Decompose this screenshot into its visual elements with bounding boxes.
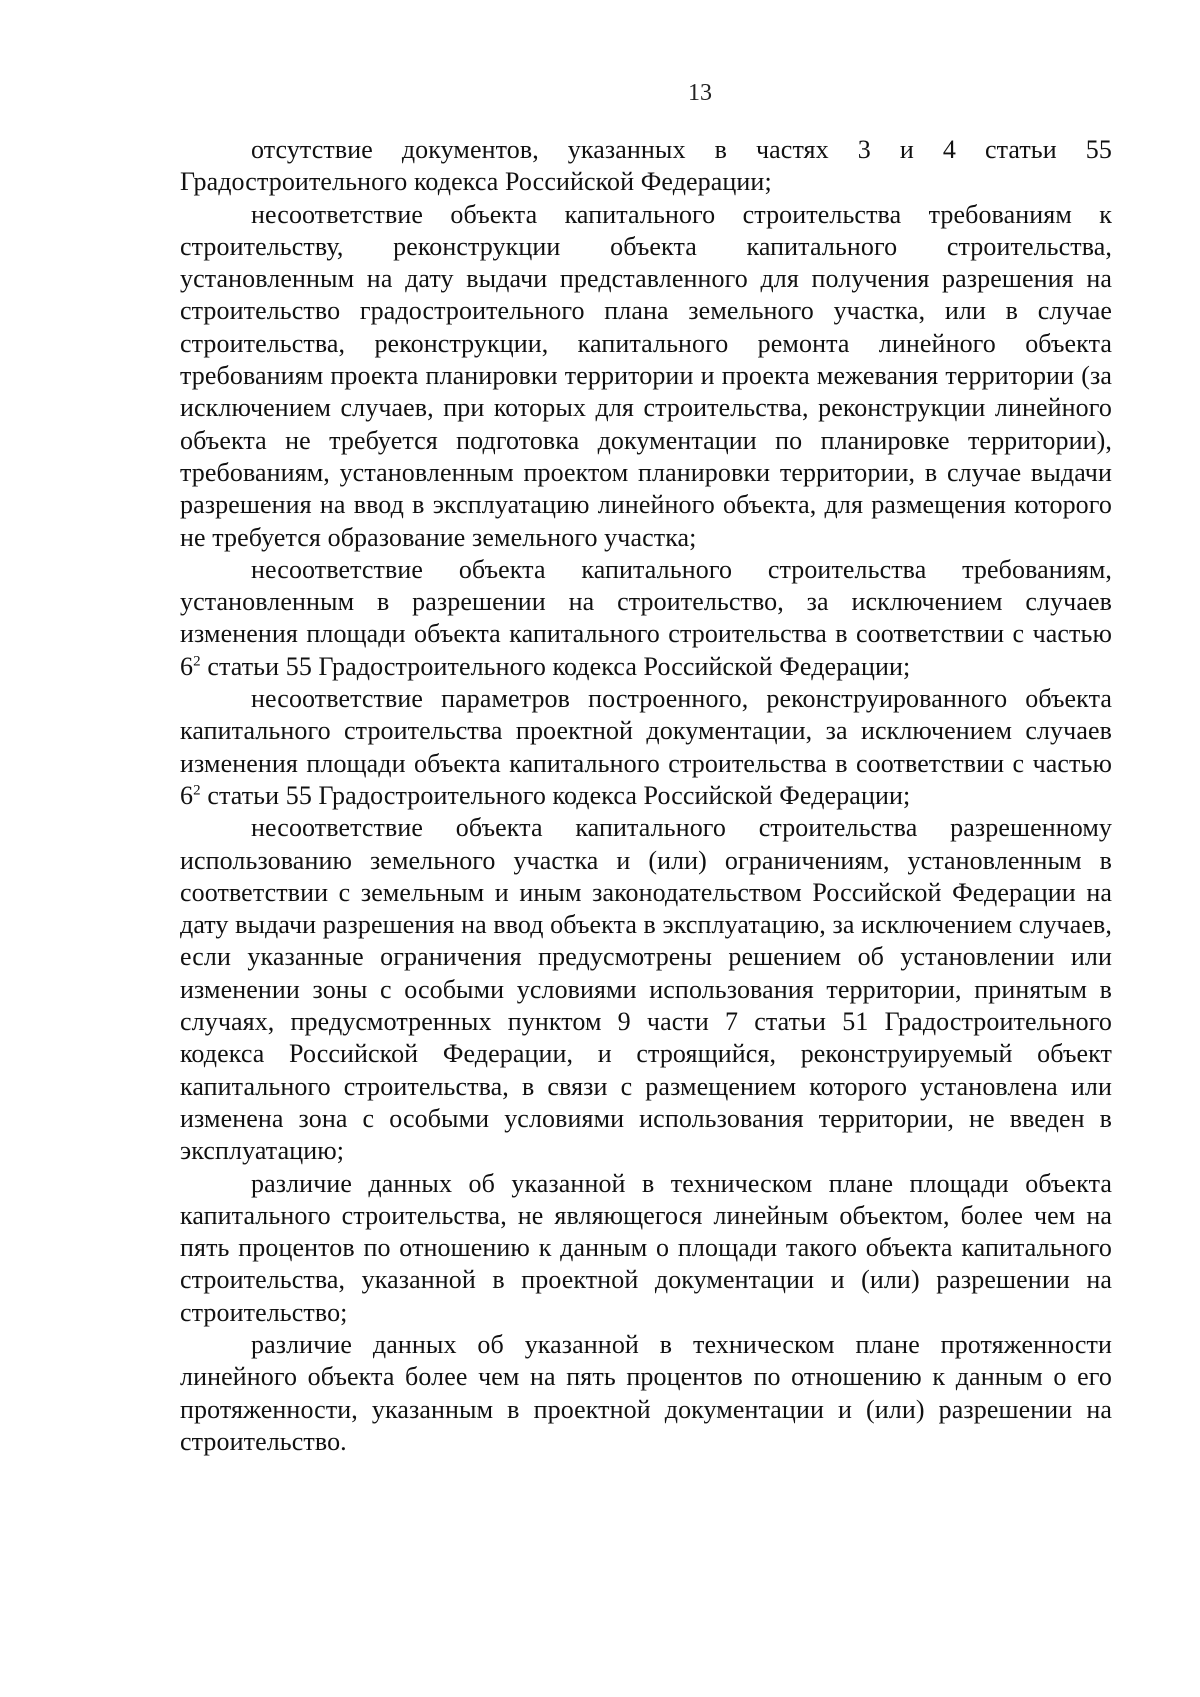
- superscript: 2: [193, 653, 201, 670]
- paragraph-length-difference: различие данных об указанной в техническом плане протяженности линейного объекта более чем на пять процентов по отношению к данным о его протяженности, указанным в проектной документации и (или) разрешении на строительство.: [180, 1329, 1112, 1456]
- paragraph-text: статьи 55 Градостроительного кодекса Российской Федерации;: [200, 651, 911, 681]
- superscript: 2: [193, 782, 201, 799]
- document-body: [180, 134, 1112, 1458]
- paragraph-missing-documents: отсутствие документов, указанных в частях 3 и 4 статьи 55 Градостроительного кодекса Российской Федерации;: [180, 135, 1112, 197]
- paragraph-gpzu-noncompliance: несоответствие объекта капитального строительства требованиям к строительству, реконструкции объекта капитального строительства, установленным на дату выдачи представленного для получения разрешения на строительство градостроительного плана земельного участка, или в случае строительства, реконструкции, капитального ремонта линейного объекта требованиям проекта планировки территории и проекта межевания территории (за исключением случаев, при которых для строительства, реконструкции линейного объекта не требуется подготовка документации по планировке территории), требованиям, установленным проектом планировки территории, в случае выдачи разрешения на ввод в эксплуатацию линейного объекта, для размещения которого не требуется образование земельного участка;: [180, 199, 1112, 552]
- paragraph-text: несоответствие параметров построенного, реконструированного объекта капитального строительства проектной документации, за исключением случаев изменения площади объекта капитального строительства в соответствии с частью 6: [180, 684, 1112, 810]
- paragraph-project-documentation-noncompliance: [180, 683, 1112, 812]
- paragraph-permit-noncompliance: [180, 554, 1112, 683]
- paragraph-area-difference: различие данных об указанной в техническом плане площади объекта капитального строительства, не являющегося линейным объектом, более чем на пять процентов по отношению к данным о площади такого объекта капитального строительства, указанной в проектной документации и (или) разрешении на строительство;: [180, 1168, 1112, 1327]
- paragraph-text: статьи 55 Градостроительного кодекса Российской Федерации;: [200, 780, 911, 810]
- paragraph-text: несоответствие объекта капитального строительства требованиям, установленным в разрешении на строительство, за исключением случаев изменения площади объекта капитального строительства в соответствии с частью 6: [180, 554, 1112, 681]
- paragraph-land-use-noncompliance: несоответствие объекта капитального строительства разрешенному использованию земельного участка и (или) ограничениям, установленным в соответствии с земельным и иным законодательством Российской Федерации на дату выдачи разрешения на ввод объекта в эксплуатацию, за исключением случаев, если указанные ограничения предусмотрены решением об установлении или изменении зоны с особыми условиями использования территории, принятым в случаях, предусмотренных пунктом 9 части 7 статьи 51 Градостроительного кодекса Российской Федерации, и строящийся, реконструируемый объект капитального строительства, в связи с размещением которого установлена или изменена зона с особыми условиями использования территории, не введен в эксплуатацию;: [180, 813, 1112, 1166]
- page-number: 13: [688, 80, 712, 106]
